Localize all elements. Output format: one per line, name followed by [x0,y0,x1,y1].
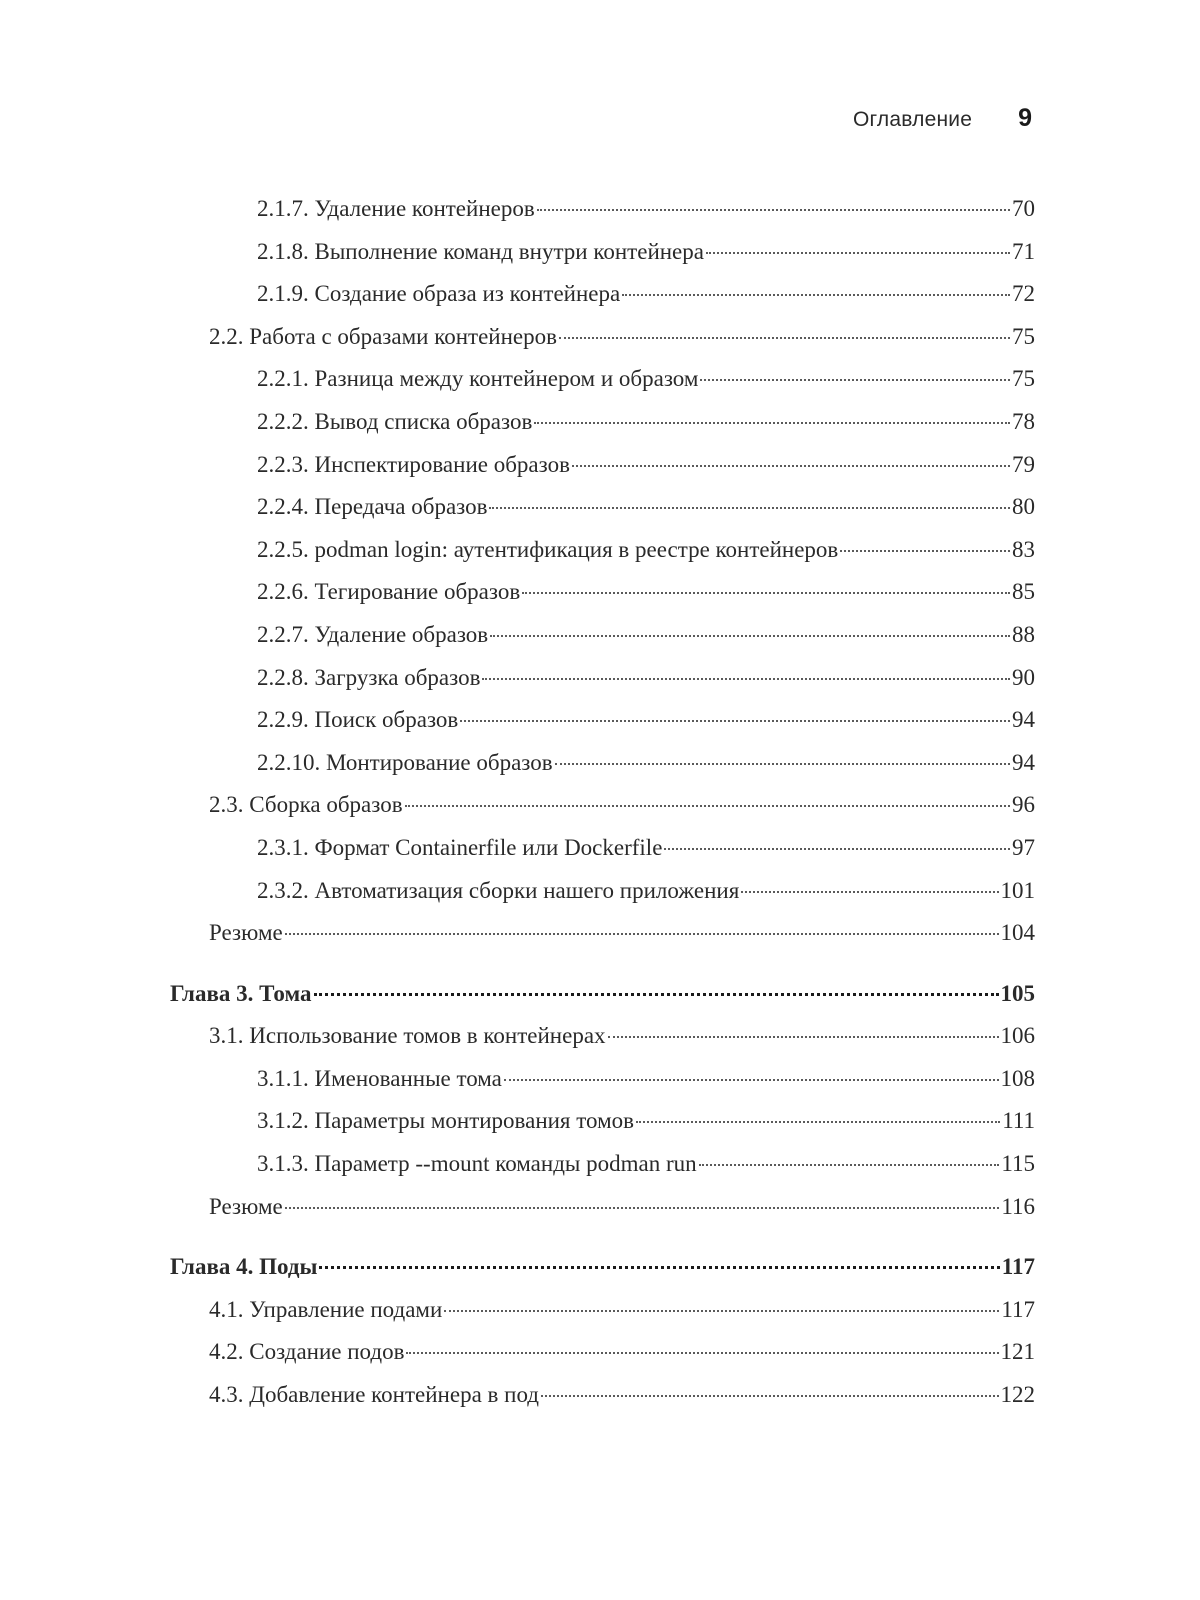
toc-entry-page: 111 [1002,1108,1035,1134]
toc-entry-page: 115 [1001,1151,1035,1177]
toc-entry-title: Резюме [209,920,283,946]
toc-entry-title: 2.2.5. podman login: аутентификация в реестре контейнеров [257,536,839,562]
toc-entry-title: 2.2.6. Тегирование образов [257,579,521,605]
toc-entry-title: 2.2.1. Разница между контейнером и образом [257,366,699,392]
toc-entry-page: 83 [1012,536,1035,562]
toc-entry-title: 4.2. Создание подов [209,1339,405,1365]
toc-entry-page: 104 [1000,920,1035,946]
running-title: Оглавление [853,108,973,131]
toc-entry [170,699,1035,742]
toc-entry [170,1015,1035,1058]
toc-entry [170,1100,1035,1143]
toc-entry-page: 94 [1012,707,1035,733]
running-header [853,104,1032,133]
toc-entry-title: 2.3.1. Формат Containerfile или Dockerfile [257,834,663,860]
dot-leader [504,1079,999,1081]
dot-leader [699,1164,1000,1166]
toc-entry-page: 108 [1000,1065,1035,1091]
toc-entry-title: 2.2.10. Монтирование образов [257,749,553,775]
toc-entry [170,657,1035,700]
dot-leader [534,422,1010,424]
toc-entry-title: 4.3. Добавление контейнера в под [209,1382,539,1408]
toc-entry-page: 88 [1012,621,1035,647]
toc-entry-title: 2.2.8. Загрузка образов [257,664,481,690]
toc-entry [170,529,1035,572]
toc-entry-title: 2.2.4. Передача образов [257,494,488,520]
toc-entry [170,1374,1035,1417]
toc-entry-page: 122 [1000,1382,1035,1408]
toc-entry-page: 105 [1000,980,1035,1006]
toc-entry-page: 97 [1012,834,1035,860]
toc-entry-title: 3.1.2. Параметры монтирования томов [257,1108,634,1134]
dot-leader [555,763,1010,765]
dot-leader [490,635,1010,637]
dot-leader [522,592,1010,594]
toc-entry [170,742,1035,785]
dot-leader [572,465,1010,467]
toc-entry-page: 96 [1012,792,1035,818]
toc-entry [170,1058,1035,1101]
toc-chapter-entry [170,1246,1035,1289]
toc-entry-title: 3.1.3. Параметр --mount команды podman run [257,1151,697,1177]
toc-entry [170,1143,1035,1186]
toc-entry-page: 116 [1001,1193,1035,1219]
dot-leader [840,550,1010,552]
toc-entry [170,912,1035,955]
dot-leader [559,337,1010,339]
toc-entry-page: 85 [1012,579,1035,605]
toc-entry-page: 90 [1012,664,1035,690]
toc-entry [170,571,1035,614]
toc-entry-title: Глава 4. Поды [170,1254,318,1280]
toc-entry-page: 117 [1001,1254,1035,1280]
dot-leader [537,209,1010,211]
dot-leader [741,891,998,893]
toc-entry [170,1289,1035,1332]
toc-entry [170,231,1035,274]
toc-entry [170,1186,1035,1229]
dot-leader [622,294,1010,296]
dot-leader [700,379,1010,381]
dot-leader [636,1121,1000,1123]
toc-entry-title: 2.1.9. Создание образа из контейнера [257,281,621,307]
toc-entry-page: 106 [1000,1023,1035,1049]
toc-entry-title: 2.1.8. Выполнение команд внутри контейнера [257,238,704,264]
toc-entry-title: 3.1. Использование томов в контейнерах [209,1023,606,1049]
toc-entry [170,273,1035,316]
toc-entry-page: 121 [1000,1339,1035,1365]
toc-entry-title: 2.3.2. Автоматизация сборки нашего приложения [257,877,740,903]
dot-leader [541,1395,999,1397]
toc-entry-title: 2.1.7. Удаление контейнеров [257,196,535,221]
toc-chapter-entry [170,973,1035,1016]
dot-leader [314,993,999,996]
toc-entry-page: 101 [1000,877,1035,903]
dot-leader [406,1352,998,1354]
toc-entry [170,358,1035,401]
toc-entry-page: 70 [1012,196,1035,221]
table-of-contents [170,188,1035,1417]
dot-leader [405,805,1010,807]
toc-entry [170,188,1035,231]
toc-entry-title: 2.2.2. Вывод списка образов [257,408,533,434]
dot-leader [319,1266,999,1269]
toc-entry-page: 75 [1012,323,1035,349]
toc-entry-page: 117 [1001,1296,1035,1322]
toc-entry-page: 94 [1012,749,1035,775]
dot-leader [489,507,1010,509]
toc-entry [170,444,1035,487]
toc-entry [170,784,1035,827]
toc-entry-page: 72 [1012,281,1035,307]
toc-entry [170,614,1035,657]
toc-entry-title: Глава 3. Тома [170,980,312,1006]
toc-entry-title: 2.2.9. Поиск образов [257,707,459,733]
dot-leader [444,1310,999,1312]
toc-entry-title: 2.2. Работа с образами контейнеров [209,323,557,349]
toc-entry [170,870,1035,913]
toc-entry-title: 2.3. Сборка образов [209,792,403,818]
toc-entry-title: Резюме [209,1193,283,1219]
toc-entry-page: 79 [1012,451,1035,477]
dot-leader [482,678,1010,680]
dot-leader [706,252,1010,254]
dot-leader [608,1036,999,1038]
dot-leader [664,848,1010,850]
dot-leader [285,933,999,935]
dot-leader [460,720,1010,722]
toc-entry [170,486,1035,529]
toc-entry-title: 4.1. Управление подами [209,1296,443,1322]
toc-entry-title: 2.2.7. Удаление образов [257,621,489,647]
toc-entry-title: 2.2.3. Инспектирование образов [257,451,570,477]
toc-entry [170,401,1035,444]
toc-entry [170,1331,1035,1374]
toc-entry-page: 75 [1012,366,1035,392]
dot-leader [285,1207,1000,1209]
page-number: 9 [1018,104,1032,132]
toc-entry [170,316,1035,359]
toc-entry [170,827,1035,870]
toc-entry-page: 80 [1012,494,1035,520]
toc-entry-page: 71 [1012,238,1035,264]
toc-entry-title: 3.1.1. Именованные тома [257,1065,502,1091]
toc-entry-page: 78 [1012,408,1035,434]
